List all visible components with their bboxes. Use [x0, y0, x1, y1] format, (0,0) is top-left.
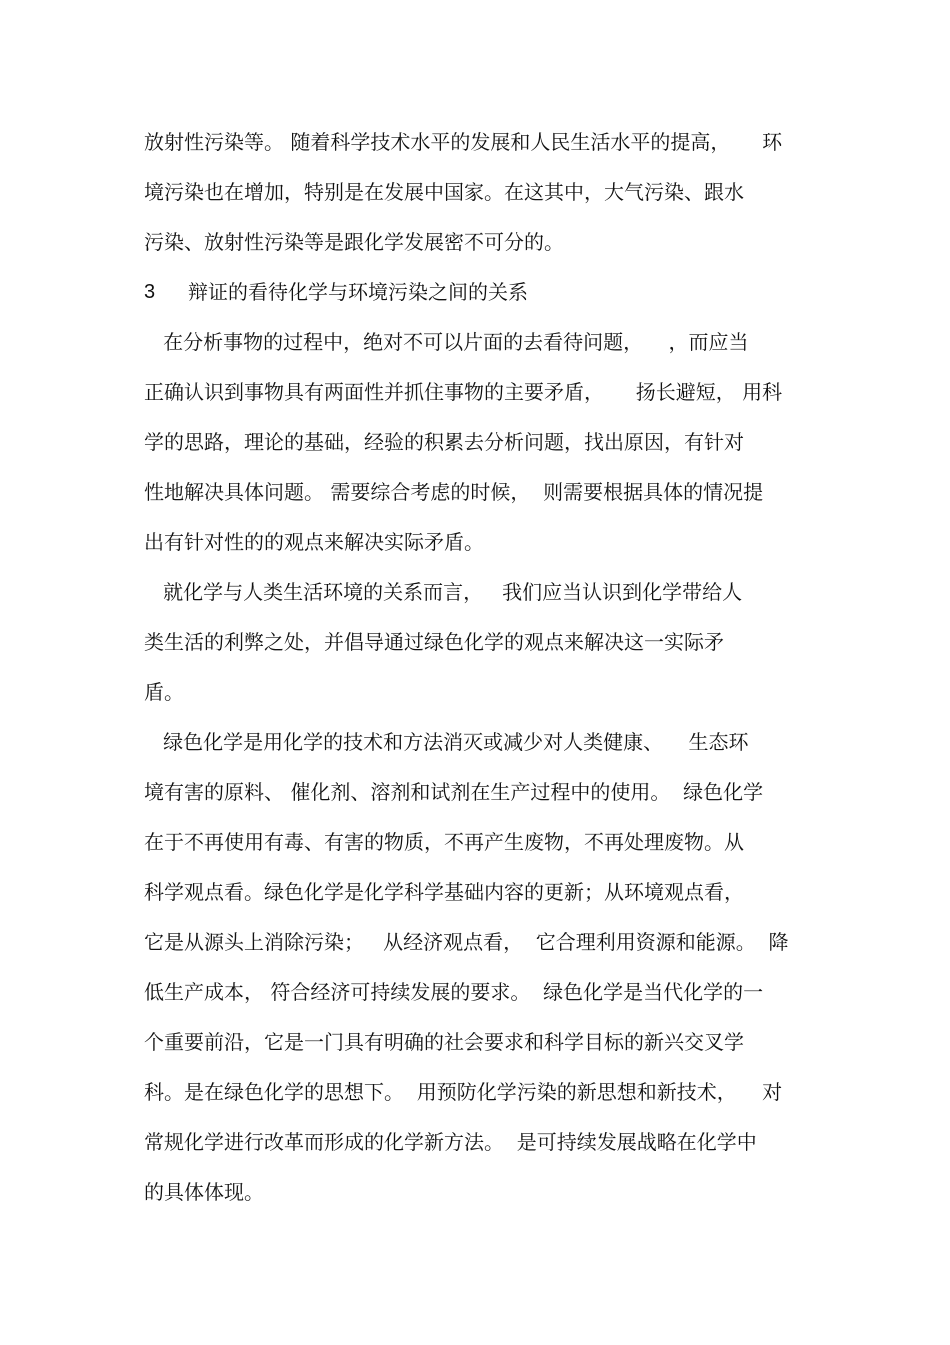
text-line: 常规化学进行改革而形成的化学新方法。 是可持续发展战略在化学中 [144, 1130, 757, 1154]
text-line: 放射性污染等。 随着科学技术水平的发展和人民生活水平的提高， 环 [144, 130, 783, 154]
text-line: 境有害的原料、 催化剂、溶剂和试剂在生产过程中的使用。 绿色化学 [144, 780, 764, 804]
text-line: 出有针对性的的观点来解决实际矛盾。 [144, 530, 484, 554]
text-line: 个重要前沿，它是一门具有明确的社会要求和科学目标的新兴交叉学 [144, 1030, 744, 1054]
section-title: 辩证的看待化学与环境污染之间的关系 [188, 280, 528, 304]
text-line: 正确认识到事物具有两面性并抓住事物的主要矛盾， 扬长避短， 用科 [144, 380, 783, 404]
text-line: 污染、放射性污染等是跟化学发展密不可分的。 [144, 230, 564, 254]
text-line: 的具体体现。 [144, 1180, 264, 1204]
text-line: 科。是在绿色化学的思想下。 用预防化学污染的新思想和新技术， 对 [144, 1080, 783, 1104]
text-line: 它是从源头上消除污染； 从经济观点看， 它合理利用资源和能源。 降 [144, 930, 789, 954]
text-line: 盾。 [144, 680, 184, 704]
text-line: 学的思路，理论的基础，经验的积累去分析问题，找出原因，有针对 [144, 430, 744, 454]
text-line: 低生产成本， 符合经济可持续发展的要求。 绿色化学是当代化学的一 [144, 980, 764, 1004]
text-line: 绿色化学是用化学的技术和方法消灭或减少对人类健康、 生态环 [144, 730, 749, 754]
text-line: 在于不再使用有毒、有害的物质，不再产生废物，不再处理废物。从 [144, 830, 744, 854]
text-line: 在分析事物的过程中，绝对不可以片面的去看待问题， ，而应当 [144, 330, 749, 354]
text-line: 性地解决具体问题。 需要综合考虑的时候， 则需要根据具体的情况提 [144, 480, 764, 504]
section-number: 3 [144, 281, 156, 303]
text-line: 类生活的利弊之处，并倡导通过绿色化学的观点来解决这一实际矛 [144, 630, 724, 654]
text-line: 科学观点看。绿色化学是化学科学基础内容的更新；从环境观点看， [144, 880, 744, 904]
text-line: 就化学与人类生活环境的关系而言， 我们应当认识到化学带给人 [144, 580, 743, 604]
text-line: 境污染也在增加，特别是在发展中国家。在这其中，大气污染、跟水 [144, 180, 744, 204]
